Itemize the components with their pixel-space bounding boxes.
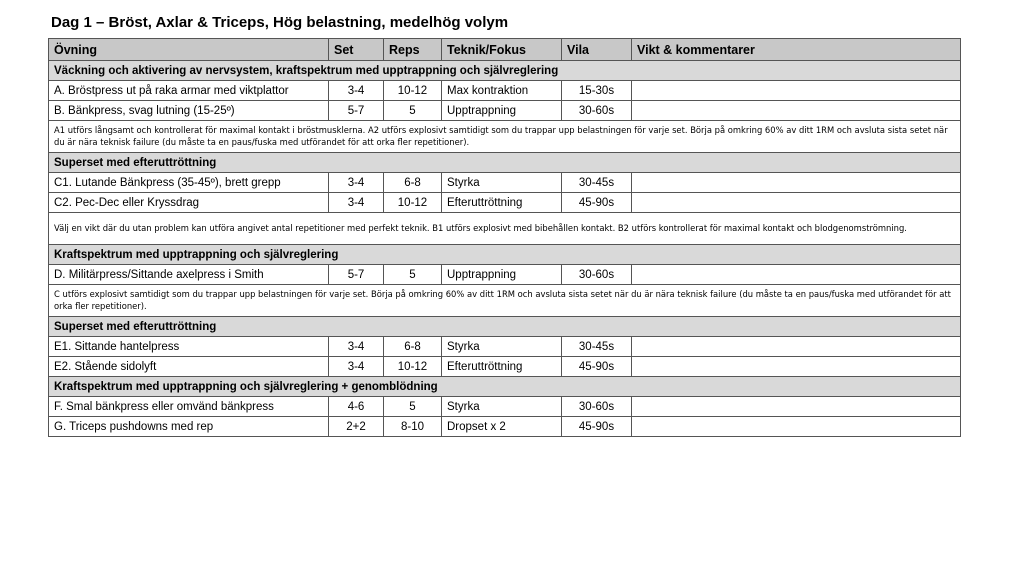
- reps-cell: 10-12: [384, 357, 442, 377]
- exercise-row: [49, 265, 961, 285]
- exercise-row: [49, 173, 961, 193]
- set-cell: 3-4: [329, 357, 384, 377]
- exercise-row: [49, 101, 961, 121]
- set-cell: 4-6: [329, 397, 384, 417]
- note-row: [49, 121, 961, 153]
- header-vikt: Vikt & kommentarer: [632, 39, 961, 61]
- section-header-row: [49, 153, 961, 173]
- vikt-cell: [632, 397, 961, 417]
- section-title: Kraftspektrum med upptrappning och självreglering: [49, 245, 961, 265]
- exercise-name-cell: E1. Sittande hantelpress: [49, 337, 329, 357]
- teknik-cell: Efteruttröttning: [442, 193, 562, 213]
- section-header-row: [49, 245, 961, 265]
- reps-cell: 8-10: [384, 417, 442, 437]
- exercise-name-cell: F. Smal bänkpress eller omvänd bänkpress: [49, 397, 329, 417]
- header-ovning: Övning: [49, 39, 329, 61]
- vila-cell: 30-45s: [562, 337, 632, 357]
- exercise-name-cell: C2. Pec-Dec eller Kryssdrag: [49, 193, 329, 213]
- workout-table: [48, 38, 961, 437]
- vila-cell: 45-90s: [562, 357, 632, 377]
- teknik-cell: Upptrappning: [442, 101, 562, 121]
- section-title: Superset med efteruttröttning: [49, 317, 961, 337]
- set-cell: 3-4: [329, 337, 384, 357]
- vila-cell: 30-60s: [562, 101, 632, 121]
- set-cell: 3-4: [329, 173, 384, 193]
- section-title: Väckning och aktivering av nervsystem, kraftspektrum med upptrappning och självreglering: [49, 61, 961, 81]
- vikt-cell: [632, 265, 961, 285]
- reps-cell: 5: [384, 101, 442, 121]
- reps-cell: 10-12: [384, 81, 442, 101]
- header-vila: Vila: [562, 39, 632, 61]
- teknik-cell: Styrka: [442, 397, 562, 417]
- set-cell: 3-4: [329, 193, 384, 213]
- set-cell: 5-7: [329, 265, 384, 285]
- exercise-name-cell: E2. Stående sidolyft: [49, 357, 329, 377]
- note-row: [49, 213, 961, 245]
- exercise-row: [49, 417, 961, 437]
- exercise-name-cell: D. Militärpress/Sittande axelpress i Smith: [49, 265, 329, 285]
- set-cell: 2+2: [329, 417, 384, 437]
- vikt-cell: [632, 357, 961, 377]
- vila-cell: 30-60s: [562, 265, 632, 285]
- reps-cell: 5: [384, 397, 442, 417]
- teknik-cell: Styrka: [442, 173, 562, 193]
- note-row: [49, 285, 961, 317]
- reps-cell: 5: [384, 265, 442, 285]
- header-set: Set: [329, 39, 384, 61]
- vikt-cell: [632, 81, 961, 101]
- vikt-cell: [632, 337, 961, 357]
- reps-cell: 6-8: [384, 173, 442, 193]
- exercise-name-cell: C1. Lutande Bänkpress (35-45º), brett grepp: [49, 173, 329, 193]
- note-text: Välj en vikt där du utan problem kan utföra angivet antal repetitioner med perfekt teknik. B1 utförs explosivt med bibehållen kontakt. B2 utförs kontrollerat för maximal kontakt och blodgenomströmning.: [49, 213, 961, 245]
- exercise-name-cell: G. Triceps pushdowns med rep: [49, 417, 329, 437]
- vila-cell: 15-30s: [562, 81, 632, 101]
- reps-cell: 10-12: [384, 193, 442, 213]
- table-header-row: [49, 39, 961, 61]
- note-text: A1 utförs långsamt och kontrollerat för maximal kontakt i bröstmusklerna. A2 utförs explosivt samtidigt som du trappar upp belastningen för varje set. Börja på omkring 60% av ditt 1RM och avsluta sista setet när du är nära teknisk failure (du måste ta en paus/fuska med utförandet för att orka fler repetitioner).: [49, 121, 961, 153]
- exercise-row: [49, 337, 961, 357]
- exercise-row: [49, 357, 961, 377]
- exercise-row: [49, 81, 961, 101]
- page-title: Dag 1 – Bröst, Axlar & Triceps, Hög belastning, medelhög volym: [51, 14, 509, 31]
- set-cell: 5-7: [329, 101, 384, 121]
- section-header-row: [49, 317, 961, 337]
- exercise-row: [49, 193, 961, 213]
- section-title: Superset med efteruttröttning: [49, 153, 961, 173]
- teknik-cell: Efteruttröttning: [442, 357, 562, 377]
- teknik-cell: Max kontraktion: [442, 81, 562, 101]
- note-text: C utförs explosivt samtidigt som du trappar upp belastningen för varje set. Börja på omkring 60% av ditt 1RM och avsluta sista setet när du är nära teknisk failure (du måste ta en paus/fuska med utförandet för att orka fler repetitioner).: [49, 285, 961, 317]
- vikt-cell: [632, 101, 961, 121]
- set-cell: 3-4: [329, 81, 384, 101]
- section-title: Kraftspektrum med upptrappning och självreglering + genomblödning: [49, 377, 961, 397]
- header-teknik: Teknik/Fokus: [442, 39, 562, 61]
- header-reps: Reps: [384, 39, 442, 61]
- vikt-cell: [632, 417, 961, 437]
- reps-cell: 6-8: [384, 337, 442, 357]
- teknik-cell: Styrka: [442, 337, 562, 357]
- vila-cell: 30-60s: [562, 397, 632, 417]
- vila-cell: 30-45s: [562, 173, 632, 193]
- vikt-cell: [632, 173, 961, 193]
- exercise-name-cell: A. Bröstpress ut på raka armar med viktplattor: [49, 81, 329, 101]
- exercise-row: [49, 397, 961, 417]
- exercise-name-cell: B. Bänkpress, svag lutning (15-25º): [49, 101, 329, 121]
- vila-cell: 45-90s: [562, 417, 632, 437]
- section-header-row: [49, 377, 961, 397]
- section-header-row: [49, 61, 961, 81]
- teknik-cell: Dropset x 2: [442, 417, 562, 437]
- teknik-cell: Upptrappning: [442, 265, 562, 285]
- vikt-cell: [632, 193, 961, 213]
- vila-cell: 45-90s: [562, 193, 632, 213]
